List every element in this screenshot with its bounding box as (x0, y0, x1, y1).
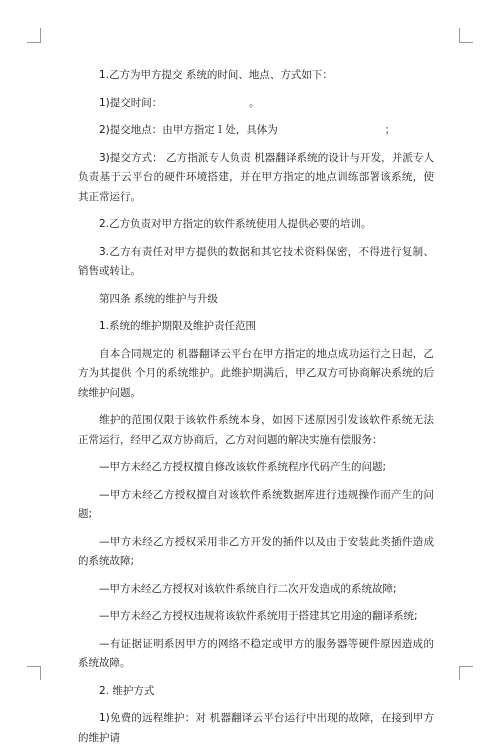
list-item-exclusion: —甲方未经乙方授权违规将该软件系统用于搭建其它用途的翻译系统; (99, 610, 418, 622)
list-item-exclusion: —甲方未经乙方授权采用非乙方开发的插件以及由于安装此类插件造成的系统故障; (78, 535, 434, 567)
paragraph-submission-time: 1)提交时间： 。 (99, 96, 260, 109)
crop-mark-top-left-vertical (40, 28, 41, 42)
document-body (78, 66, 434, 756)
list-item-exclusion: —甲方未经乙方授权对该软件系统自行二次开发造成的系统故障; (99, 582, 397, 595)
subsection-heading-maintenance-scope: 1.系统的维护期限及维护责任范围 (99, 320, 257, 332)
paragraph-submission-method: 3)提交方式： 乙方指派专人负责 机器翻译系统的设计与开发，并派专人负责基于云平台的硬件环境搭建，并在甲方指定的地点训练部署该系统，使其正常运行。 (78, 151, 434, 203)
paragraph-submission-intro: 1.乙方为甲方提交 系统的时间、地点、方式如下： (99, 69, 333, 81)
paragraph-remote-maintenance: 1)免费的远程维护：对 机器翻译云平台运行中出现的故障，在接到甲方的维护请 (78, 712, 434, 744)
paragraph-maintenance-range: 维护的范围仅限于该软件系统本身，如因下述原因引发该软件系统无法正常运行，经甲乙双方协商后，乙方对问题的解决实施有偿服务： (78, 414, 434, 446)
subsection-heading-maintenance-method: 2. 维护方式 (99, 684, 155, 697)
paragraph-submission-location: 2)提交地点：由甲方指定１处，具体为 ； (99, 124, 396, 136)
section-heading-article-4: 第四条 系统的维护与升级 (99, 292, 218, 305)
crop-mark-bottom-right-vertical (459, 666, 460, 680)
paragraph-training: 2.乙方负责对甲方指定的软件系统使用人提供必要的培训。 (99, 218, 372, 230)
crop-mark-bottom-left-vertical (40, 666, 41, 680)
list-item-exclusion: —甲方未经乙方授权擅自对该软件系统数据库进行违规操作而产生的问题; (78, 488, 434, 520)
list-item-exclusion: —甲方未经乙方授权擅自修改该软件系统程序代码产生的问题; (99, 461, 387, 473)
crop-mark-top-right-vertical (459, 28, 460, 42)
paragraph-maintenance-period: 自本合同规定的 机器翻译云平台在甲方指定的地点成功运行之日起，乙方为其提供 个月的系统维护。此维护期满后，甲乙双方可协商解决系统的后续维护问题。 (78, 347, 434, 399)
crop-mark-top-left-horizontal (27, 42, 41, 43)
paragraph-confidentiality: 3.乙方有责任对甲方提供的数据和其它技术资料保密，不得进行复制、销售或转让。 (78, 245, 434, 277)
crop-mark-bottom-right-horizontal (459, 666, 473, 667)
crop-mark-top-right-horizontal (459, 42, 473, 43)
list-item-exclusion: —有证据证明系因甲方的网络不稳定或甲方的服务器等硬件原因造成的系统故障。 (78, 637, 434, 669)
crop-mark-bottom-left-horizontal (27, 666, 41, 667)
